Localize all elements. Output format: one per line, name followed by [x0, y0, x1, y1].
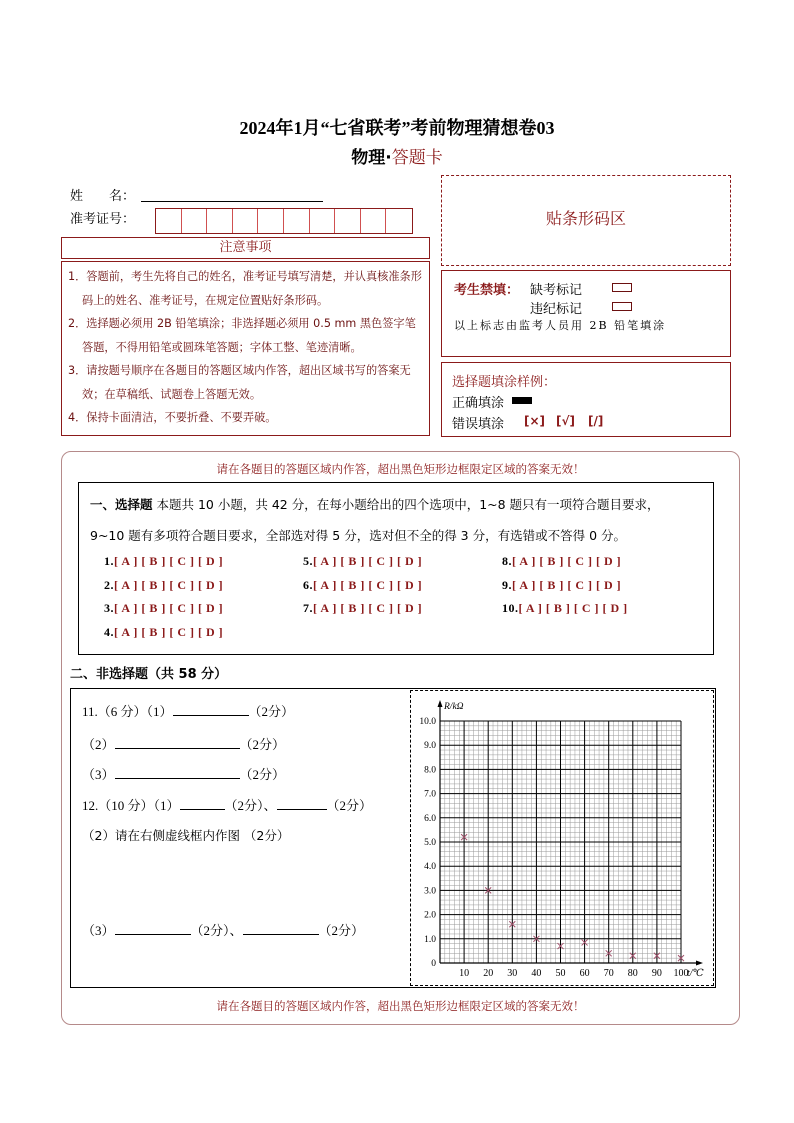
- separator: 、: [229, 923, 243, 938]
- question-number: 3.: [104, 601, 114, 615]
- score-label: （2分）: [190, 923, 230, 938]
- answer-options[interactable]: [ A ] [ B ] [ C ] [ D ]: [518, 601, 628, 615]
- x-axis-arrow-icon: [696, 961, 703, 966]
- mcq-question-6[interactable]: [303, 578, 422, 593]
- answer-options[interactable]: [ A ] [ B ] [ C ] [ D ]: [114, 554, 224, 568]
- fill-sample-heading: 选择题填涂样例：: [452, 375, 557, 390]
- score-label: （2分）: [239, 767, 286, 782]
- exam-id-digit[interactable]: [207, 209, 233, 233]
- mcq-intro-line1: [90, 495, 660, 513]
- mcq-question-3[interactable]: [104, 601, 223, 616]
- exam-id-label: 准考证号：: [70, 212, 136, 227]
- question-number: 10.: [502, 601, 519, 615]
- answer-options[interactable]: [ A ] [ B ] [ C ] [ D ]: [313, 554, 423, 568]
- q11-part1: [82, 701, 294, 720]
- question-number: 8.: [502, 554, 512, 568]
- correct-fill-sample: [512, 397, 532, 404]
- score-label: （2分）: [239, 737, 286, 752]
- answer-options[interactable]: [ A ] [ B ] [ C ] [ D ]: [114, 601, 224, 615]
- part-label: （3）: [82, 923, 115, 938]
- mcq-intro-line2: 9~10 题有多项符合题目要求，全部选对得 5 分，选对但不全的得 3 分，有选错或不答得 0 分。: [90, 528, 627, 543]
- wrong-fill-example: [×]: [524, 414, 546, 428]
- x-tick-label: 40: [531, 968, 542, 979]
- answer-options[interactable]: [ A ] [ B ] [ C ] [ D ]: [512, 554, 622, 568]
- mcq-question-5[interactable]: [303, 554, 422, 569]
- y-tick-label: 1.0: [424, 934, 436, 945]
- q12-part1: [82, 795, 372, 814]
- notice-item: 2．选择题必须用 2B 铅笔填涂；非选择题必须用 0.5 mm 黑色签字笔答题，不得用铅笔或圆珠笔答题；字体工整、笔迹清晰。: [68, 317, 416, 354]
- x-tick-label: 10: [459, 968, 470, 979]
- page-title: 2024年1月“七省联考”考前物理猜想卷03: [239, 118, 555, 138]
- subtitle-card: 答题卡: [391, 148, 443, 168]
- y-tick-label: 6.0: [424, 813, 436, 824]
- barcode-area: 贴条形码区: [441, 175, 731, 266]
- page-subtitle: [0, 143, 794, 168]
- mcq-question-9[interactable]: [502, 578, 621, 593]
- separator: 、: [263, 798, 277, 813]
- x-tick-label: 30: [507, 968, 518, 979]
- y-tick-label: 2.0: [424, 910, 436, 921]
- y-tick-label: 0: [431, 959, 436, 969]
- q11-3-answer-blank[interactable]: [115, 766, 240, 779]
- y-axis-label: R/kΩ: [444, 702, 464, 712]
- score-label: （2分）: [248, 704, 295, 719]
- name-field[interactable]: [141, 200, 323, 202]
- q12-3b-answer-blank[interactable]: [243, 922, 319, 935]
- section2-title: 二、非选择题（共 58 分）: [70, 667, 228, 682]
- absent-mark-box[interactable]: [612, 283, 632, 292]
- mcq-question-7[interactable]: [303, 601, 422, 616]
- y-tick-label: 10.0: [419, 717, 436, 727]
- exam-id-digit[interactable]: [182, 209, 208, 233]
- notice-item: 4．保持卡面清洁，不要折叠、不要弄破。: [68, 411, 277, 424]
- violation-mark-box[interactable]: [612, 302, 632, 311]
- x-tick-label: 80: [627, 968, 638, 979]
- violation-mark-label: 违纪标记: [530, 302, 583, 317]
- q11-label: 11.（6 分）（1）: [82, 704, 173, 719]
- mcq-intro-text1: 本题共 10 小题，共 42 分，在每小题给出的四个选项中，1~8 题只有一项符合题目要求，: [156, 497, 660, 512]
- question-number: 1.: [104, 554, 114, 568]
- x-tick-label: 90: [651, 968, 662, 979]
- subtitle-subject: 物理·: [351, 148, 392, 168]
- answer-options[interactable]: [ A ] [ B ] [ C ] [ D ]: [512, 578, 622, 592]
- q12-part3: [82, 920, 364, 939]
- x-tick-label: 60: [579, 968, 590, 979]
- x-tick-label: 50: [555, 968, 566, 979]
- notice-item: 1．答题前，考生先将自己的姓名，准考证号填写清楚，并认真核准条形码上的姓名、准考证号，在规定位置贴好条形码。: [68, 270, 422, 307]
- score-label: （2分）: [318, 923, 365, 938]
- answer-warning-bottom: 请在各题目的答题区域内作答，超出黑色矩形边框限定区域的答案无效！: [216, 999, 585, 1013]
- x-axis-label: t/℃: [687, 968, 704, 979]
- question-number: 7.: [303, 601, 313, 615]
- y-tick-label: 4.0: [424, 862, 436, 873]
- part-label: （3）: [82, 767, 115, 782]
- mcq-question-1[interactable]: [104, 554, 223, 569]
- x-tick-label: 20: [483, 968, 494, 979]
- notice-heading: 注意事项: [61, 237, 430, 259]
- q11-part2: [82, 734, 285, 753]
- mcq-question-10[interactable]: [502, 601, 628, 616]
- notice-item: 3．请按题号顺序在各题目的答题区域内作答，超出区域书写的答案无效；在草稿纸、试题卷上答题无效。: [68, 364, 411, 401]
- notice-list: [61, 261, 430, 436]
- absent-mark-label: 缺考标记: [530, 283, 583, 298]
- mcq-question-2[interactable]: [104, 578, 223, 593]
- exam-id-digit[interactable]: [361, 209, 387, 233]
- examiner-label: 考生禁填：: [454, 283, 520, 298]
- answer-options[interactable]: [ A ] [ B ] [ C ] [ D ]: [313, 601, 423, 615]
- y-tick-label: 8.0: [424, 765, 436, 776]
- x-tick-label: 70: [603, 968, 614, 979]
- exam-id-digit[interactable]: [310, 209, 336, 233]
- question-number: 9.: [502, 578, 512, 592]
- wrong-fill-label: 错误填涂: [452, 417, 505, 432]
- q11-2-answer-blank[interactable]: [115, 736, 240, 749]
- x-tick-label: 100: [673, 968, 689, 979]
- exam-id-digit[interactable]: [386, 209, 412, 233]
- q11-1-answer-blank[interactable]: [173, 703, 249, 716]
- score-label: （2分）: [326, 798, 373, 813]
- correct-fill-label: 正确填涂: [452, 396, 505, 411]
- mcq-section-title: 一、选择题: [90, 497, 153, 512]
- y-tick-label: 9.0: [424, 741, 436, 752]
- q12-label: 12.（10 分）（1）: [82, 798, 180, 813]
- question-number: 2.: [104, 578, 114, 592]
- mcq-question-4[interactable]: [104, 625, 223, 640]
- name-label: 姓 名：: [70, 189, 136, 204]
- q12-1a-answer-blank[interactable]: [180, 797, 225, 810]
- r-t-graph[interactable]: [410, 690, 714, 986]
- answer-options[interactable]: [ A ] [ B ] [ C ] [ D ]: [114, 625, 224, 639]
- examiner-note: 以上标志由监考人员用 2B 铅笔填涂: [454, 319, 667, 332]
- exam-id-digit[interactable]: [284, 209, 310, 233]
- question-number: 5.: [303, 554, 313, 568]
- fill-sample-box: [441, 362, 731, 437]
- wrong-fill-example: [/]: [588, 414, 604, 428]
- question-number: 6.: [303, 578, 313, 592]
- exam-id-digit[interactable]: [156, 209, 182, 233]
- q12-3a-answer-blank[interactable]: [115, 922, 191, 935]
- exam-id-digit[interactable]: [258, 209, 284, 233]
- y-tick-label: 3.0: [424, 886, 436, 897]
- exam-id-digit[interactable]: [335, 209, 361, 233]
- q11-part3: [82, 764, 285, 783]
- q12-part2: （2）请在右侧虚线框内作图 （2分）: [82, 828, 290, 843]
- mcq-question-8[interactable]: [502, 554, 621, 569]
- y-tick-label: 5.0: [424, 838, 436, 848]
- wrong-fill-example: [√]: [556, 414, 575, 428]
- exam-id-digit[interactable]: [233, 209, 259, 233]
- score-label: （2分）: [224, 798, 264, 813]
- answer-warning-top: 请在各题目的答题区域内作答，超出黑色矩形边框限定区域的答案无效！: [216, 462, 585, 476]
- y-axis-arrow-icon: [438, 700, 443, 707]
- question-number: 4.: [104, 625, 114, 639]
- examiner-only-box: [441, 270, 731, 357]
- q12-1b-answer-blank[interactable]: [277, 797, 327, 810]
- answer-options[interactable]: [ A ] [ B ] [ C ] [ D ]: [313, 578, 423, 592]
- answer-options[interactable]: [ A ] [ B ] [ C ] [ D ]: [114, 578, 224, 592]
- exam-id-boxes[interactable]: [155, 208, 413, 234]
- part-label: （2）: [82, 737, 115, 752]
- y-tick-label: 7.0: [424, 789, 436, 800]
